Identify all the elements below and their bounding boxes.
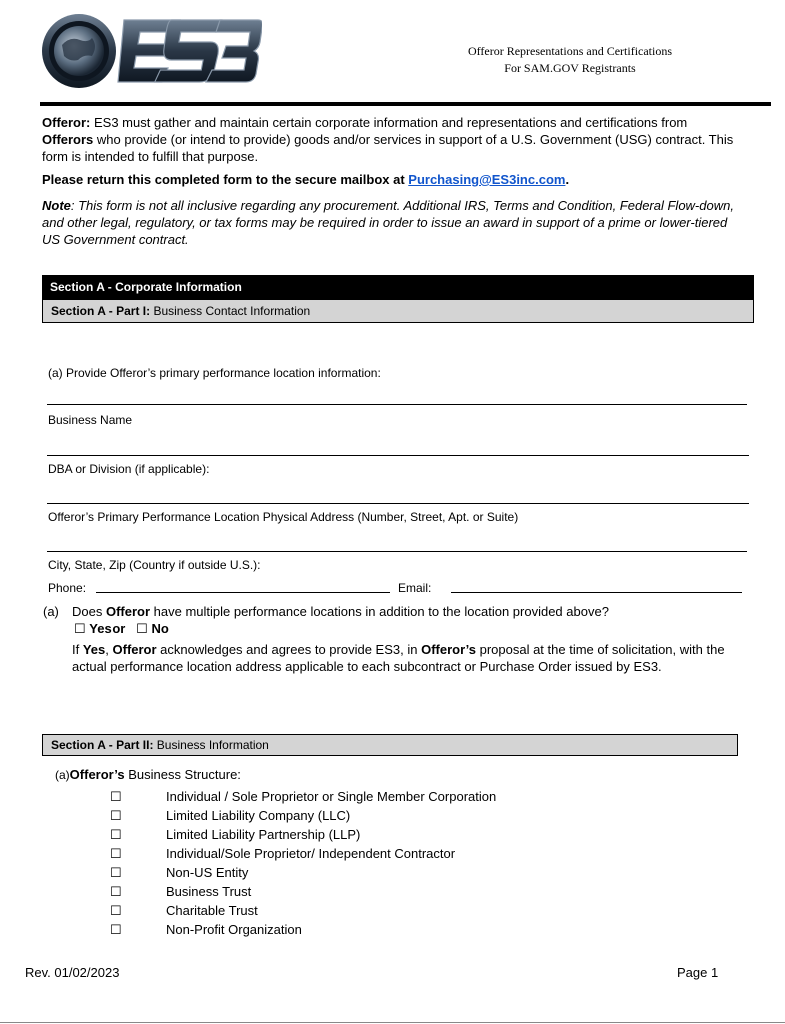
intro-paragraph: Offeror: ES3 must gather and maintain certain corporate information and representations and certifications from Offerors who provide (or intend to provide) goods and/or services in support of a U.S. Government (USG) contract. This form is intended to fulfill that purpose. [42, 115, 734, 164]
email-field[interactable] [451, 592, 742, 593]
revision-date: Rev. 01/02/2023 [25, 965, 120, 980]
multi-location-question: Does Offeror have multiple performance locations in addition to the location provided above? [72, 604, 609, 619]
business-structure-option[interactable] [110, 844, 455, 863]
form-title-line2: For SAM.GOV Registrants [504, 61, 636, 75]
or-label: or [112, 621, 126, 636]
structure-checkbox[interactable]: ☐ [110, 865, 122, 880]
phone-label: Phone: [48, 581, 87, 595]
question-a-location: (a) Provide Offeror’s primary performance location information: [48, 366, 381, 380]
structure-label: Individual/Sole Proprietor/ Independent Contractor [166, 846, 456, 861]
yes-checkbox[interactable]: ☐ [74, 621, 86, 636]
structure-label: Individual / Sole Proprietor or Single Member Corporation [166, 789, 497, 804]
structure-label: Limited Liability Company (LLC) [166, 808, 351, 823]
business-structure-option[interactable] [110, 806, 350, 825]
multi-location-ack: If Yes, Offeror acknowledges and agrees to provide ES3, in Offeror’s proposal at the time of solicitation, with the actual performance location address applicable to each subcontract or Purchase Order issued by ES3. [72, 642, 725, 674]
business-structure-option[interactable] [110, 863, 248, 882]
structure-label: Limited Liability Partnership (LLP) [166, 827, 361, 842]
structure-checkbox[interactable]: ☐ [110, 922, 122, 937]
header-rule [40, 102, 771, 106]
structure-checkbox[interactable]: ☐ [110, 808, 122, 823]
section-a-part1-header: Section A - Part I: Business Contact Information [42, 299, 754, 323]
address-line[interactable] [47, 503, 749, 504]
business-structure-option[interactable] [110, 825, 360, 844]
structure-label: Non-Profit Organization [166, 922, 302, 937]
yes-label: Yes [89, 621, 112, 636]
structure-checkbox[interactable]: ☐ [110, 884, 122, 899]
structure-checkbox[interactable]: ☐ [110, 789, 122, 804]
business-name-label: Business Name [48, 413, 133, 427]
section-a-part2-header: Section A - Part II: Business Information [42, 734, 738, 756]
page-bottom-rule [0, 1022, 785, 1023]
dba-label: DBA or Division (if applicable): [48, 462, 210, 476]
structure-checkbox[interactable]: ☐ [110, 846, 122, 861]
city-label: City, State, Zip (Country if outside U.S.): [48, 558, 261, 572]
return-instruction: Please return this completed form to the secure mailbox at Purchasing@ES3inc.com. [42, 172, 570, 187]
offeror-label: Offeror: [42, 115, 91, 130]
business-structure-question: (a)Offeror’s Business Structure: [55, 767, 241, 782]
no-checkbox[interactable]: ☐ [136, 621, 148, 636]
section-a-header: Section A - Corporate Information [42, 275, 754, 299]
structure-label: Business Trust [166, 884, 252, 899]
structure-checkbox[interactable]: ☐ [110, 903, 122, 918]
city-line[interactable] [47, 551, 747, 552]
address-label: Offeror’s Primary Performance Location Physical Address (Number, Street, Apt. or Suite) [48, 510, 519, 524]
dba-line[interactable] [47, 455, 749, 456]
structure-label: Charitable Trust [166, 903, 258, 918]
business-structure-option[interactable] [110, 901, 258, 920]
purchasing-email-link[interactable]: Purchasing@ES3inc.com [408, 172, 566, 187]
structure-label: Non-US Entity [166, 865, 249, 880]
note-paragraph: Note: This form is not all inclusive regarding any procurement. Additional IRS, Terms and Condition, Federal Flow-down, and other legal, regulatory, or tax forms may be required in order to issue an award in support of a prime or lower-tiered US Government contract. [42, 198, 734, 247]
phone-field[interactable] [96, 592, 390, 593]
business-structure-option[interactable] [110, 882, 251, 901]
email-label: Email: [398, 581, 432, 595]
business-name-line[interactable] [47, 404, 747, 405]
form-title-line1: Offeror Representations and Certifications [467, 44, 673, 58]
business-structure-option[interactable] [110, 787, 496, 806]
no-label: No [151, 621, 169, 636]
structure-checkbox[interactable]: ☐ [110, 827, 122, 842]
page-number: Page 1 [677, 965, 719, 980]
es3-logo [40, 12, 262, 90]
multi-location-options [74, 620, 169, 637]
multi-location-num: (a) [43, 604, 59, 619]
business-structure-option[interactable] [110, 920, 302, 939]
